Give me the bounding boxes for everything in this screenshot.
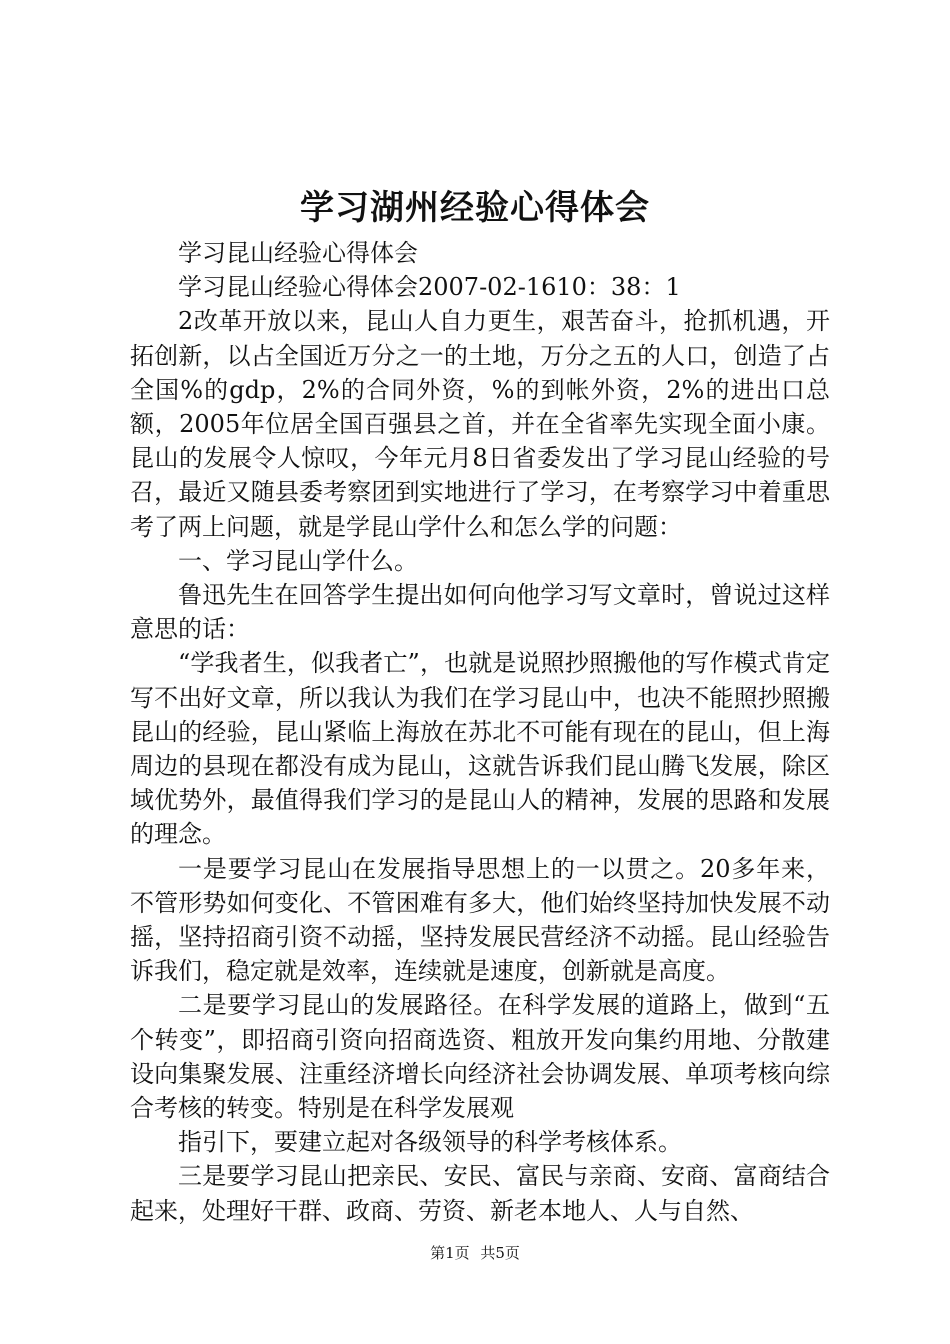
page-total: 共5页 (480, 1244, 520, 1262)
page-footer (0, 1243, 950, 1263)
paragraph: 一、学习昆山学什么。 (178, 546, 418, 575)
document-title: 学习湖州经验心得体会 (300, 188, 650, 228)
paragraph: 2改革开放以来，昆山人自力更生，艰苦奋斗，抢抓机遇，开拓创新，以占全国近万分之一的土地，万分之五的人口，创造了占全国%的gdp，2%的合同外资，%的到帐外资，2%的进出口总额，2005年位居全国百强县之首，并在全省率先实现全面小康。昆山的发展令人惊叹，今年元月8日省委发出了学习昆山经验的号召，最近又随县委考察团到实地进行了学习，在考察学习中着重思考了两上问题，就是学昆山学什么和怎么学的问题： (130, 307, 830, 541)
paragraph: “学我者生，似我者亡”，也就是说照抄照搬他的写作模式肯定写不出好文章，所以我认为我们在学习昆山中，也决不能照抄照搬昆山的经验，昆山紧临上海放在苏北不可能有现在的昆山，但上海周边的县现在都没有成为昆山，这就告诉我们昆山腾飞发展，除区域优势外，最值得我们学习的是昆山人的精神，发展的思路和发展的理念。 (130, 649, 830, 849)
paragraph: 三是要学习昆山把亲民、安民、富民与亲商、安商、富商结合起来，处理好干群、政商、劳资、新老本地人、人与自然、 (130, 1162, 830, 1225)
document-body (130, 236, 830, 1228)
paragraph: 学习昆山经验心得体会2007-02-1610：38：1 (178, 273, 681, 302)
paragraph: 指引下，要建立起对各级领导的科学考核体系。 (178, 1128, 682, 1157)
paragraph: 学习昆山经验心得体会 (178, 239, 418, 267)
paragraph: 一是要学习昆山在发展指导思想上的一以贯之。20多年来，不管形势如何变化、不管困难有多大，他们始终坚持加快发展不动摇，坚持招商引资不动摇，坚持发展民营经济不动摇。昆山经验告诉我们，稳定就是效率，连续就是速度，创新就是高度。 (130, 854, 830, 986)
paragraph: 鲁迅先生在回答学生提出如何向他学习写文章时，曾说过这样意思的话： (130, 581, 830, 644)
paragraph: 二是要学习昆山的发展路径。在科学发展的道路上，做到“五个转变”，即招商引资向招商选资、粗放开发向集约用地、分散建设向集聚发展、注重经济增长向经济社会协调发展、单项考核向综合考核的转变。特别是在科学发展观 (130, 991, 830, 1123)
page-number: 第1页 (430, 1244, 470, 1262)
